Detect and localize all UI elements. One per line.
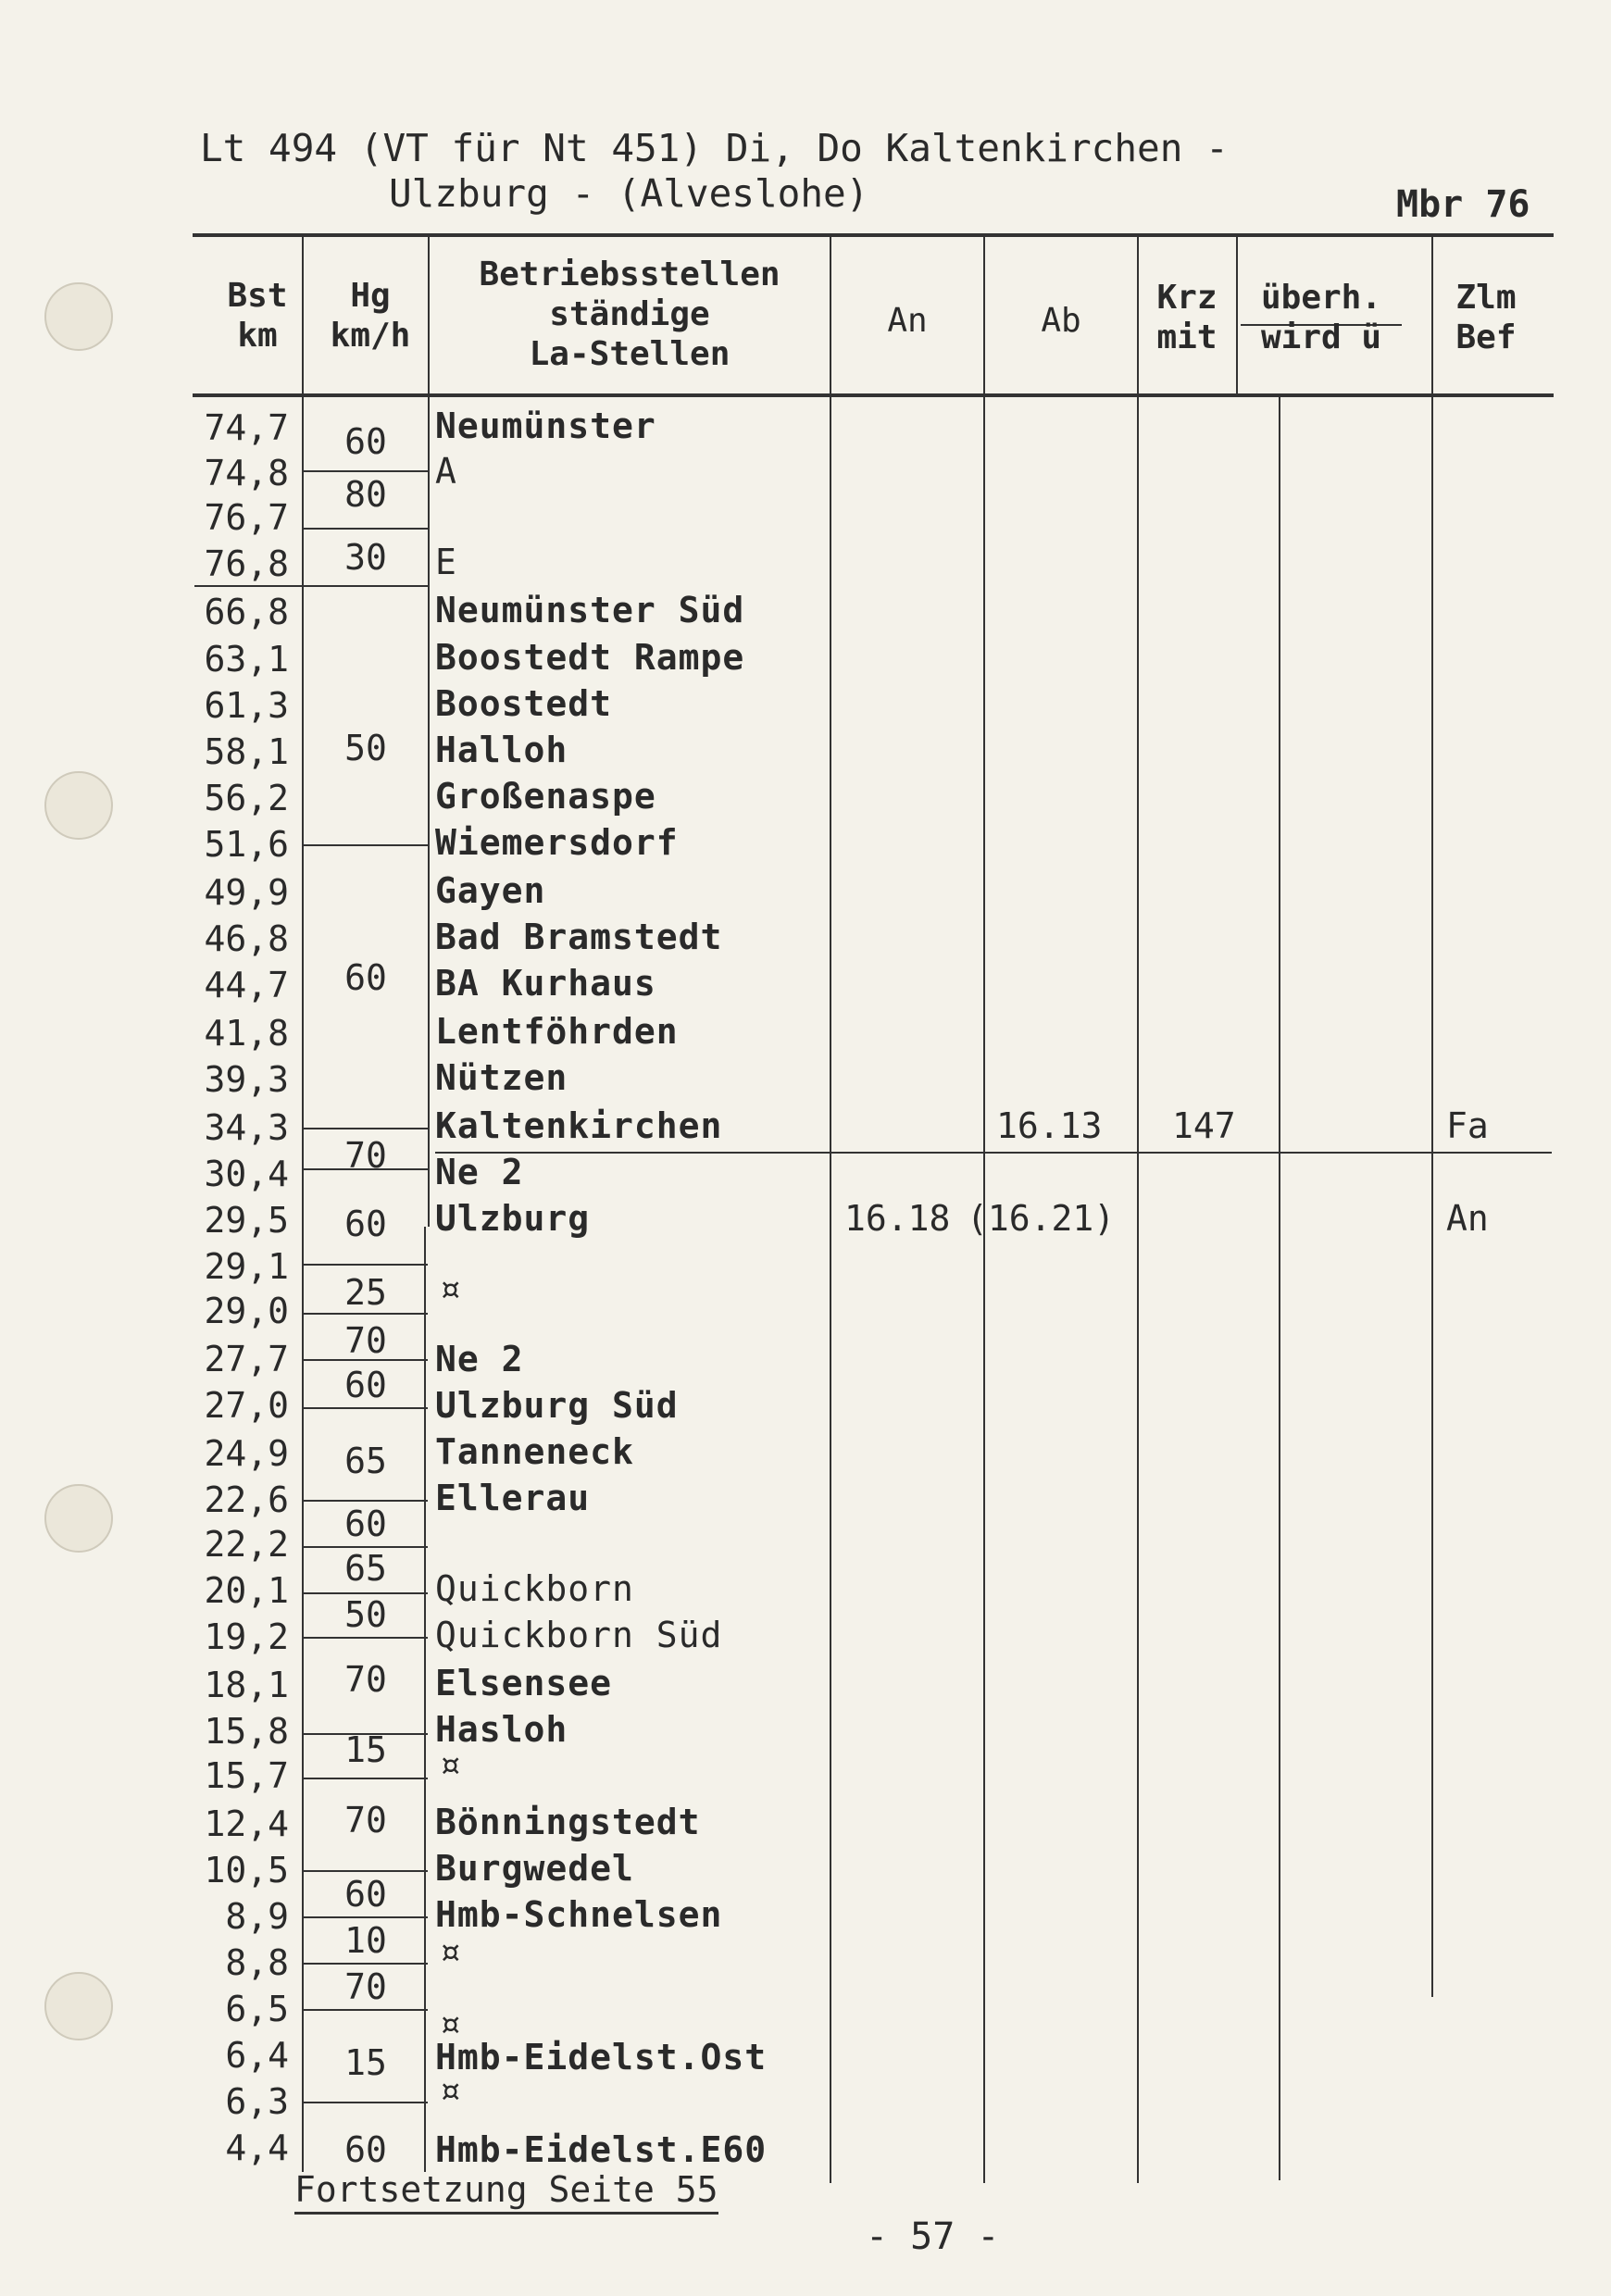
km-value: 58,1	[204, 731, 289, 772]
km-value: 6,4	[225, 2035, 289, 2076]
col-divider-hg	[428, 234, 430, 1227]
station-name: Neumünster	[435, 406, 656, 446]
station-name: Kaltenkirchen	[435, 1105, 723, 1146]
header-kmh: km/h	[330, 317, 411, 355]
station-name: Großenaspe	[435, 776, 656, 817]
signal-symbol-icon: ¤	[439, 2070, 462, 2113]
header-wird-ue: wird ü	[1260, 318, 1382, 356]
km-value: 49,9	[204, 872, 289, 913]
station-name: Halloh	[435, 730, 568, 770]
timetable-title: Lt 494 (VT für Nt 451) Di, Do Kaltenkirchen -	[200, 126, 1229, 170]
station-name: Hasloh	[435, 1709, 568, 1750]
station-name: Lentföhrden	[435, 1011, 679, 1052]
speed-value: 70	[344, 1659, 387, 1700]
km-value: 18,1	[204, 1665, 289, 1705]
km-value: 19,2	[204, 1616, 289, 1657]
header-betriebsstellen: Betriebsstellen	[479, 256, 781, 293]
header-mit: mit	[1156, 318, 1218, 356]
table-header-rule	[193, 393, 1554, 397]
header-zlm: Zlm	[1455, 279, 1517, 317]
speed-value: 60	[344, 1204, 387, 1244]
station-name: Hmb-Schnelsen	[435, 1894, 723, 1935]
speed-value: 70	[344, 1135, 387, 1176]
header-hg: Hg	[350, 277, 391, 315]
km-value: 44,7	[204, 965, 289, 1005]
punch-hole	[44, 1484, 113, 1553]
col-divider-bst	[302, 234, 304, 2172]
km-value: 74,7	[204, 407, 289, 448]
header-km: km	[237, 317, 278, 355]
station-name: E	[435, 542, 457, 582]
speed-value: 60	[344, 1504, 387, 1544]
kaltenkirchen-rule	[435, 1152, 1552, 1154]
speed-boundary	[302, 1916, 428, 1918]
column-header-krz	[1141, 278, 1233, 357]
km-value: 61,3	[204, 685, 289, 726]
speed-boundary	[302, 1870, 428, 1872]
speed-value: 60	[344, 1874, 387, 1915]
header-bst: Bst	[227, 277, 288, 315]
km-value: 30,4	[204, 1154, 289, 1194]
speed-boundary	[302, 1313, 428, 1315]
speed-value: 50	[344, 1594, 387, 1635]
speed-value: 10	[344, 1920, 387, 1961]
km-value: 20,1	[204, 1570, 289, 1611]
station-name: Ulzburg	[435, 1198, 591, 1239]
continuation-note: Fortsetzung Seite 55	[294, 2169, 718, 2215]
station-name: Wiemersdorf	[435, 822, 679, 863]
speed-boundary	[302, 1963, 428, 1965]
signal-symbol-icon: ¤	[439, 2003, 462, 2046]
km-value: 63,1	[204, 639, 289, 680]
km-value: 39,3	[204, 1059, 289, 1100]
station-name: Gayen	[435, 870, 546, 911]
station-name: Boostedt	[435, 683, 613, 724]
km-value: 12,4	[204, 1803, 289, 1844]
station-name: A	[435, 451, 457, 492]
km-value: 34,3	[204, 1107, 289, 1148]
signal-symbol-icon: ¤	[439, 1268, 462, 1311]
speed-boundary	[302, 844, 428, 846]
station-name: Ellerau	[435, 1478, 591, 1518]
col-divider-uberh-top	[1431, 234, 1433, 1997]
speed-value: 15	[344, 1729, 387, 1770]
speed-value: 15	[344, 2042, 387, 2083]
km-value: 51,6	[204, 824, 289, 865]
kaltenkirchen-zlm: Fa	[1446, 1105, 1489, 1146]
column-header-bst	[211, 276, 304, 356]
signal-symbol-icon: ¤	[439, 1744, 462, 1787]
km-value: 29,1	[204, 1246, 289, 1287]
station-name: Quickborn Süd	[435, 1615, 723, 1655]
col-divider-krz	[1236, 234, 1238, 393]
ulzburg-departure-time: (16.21)	[967, 1198, 1116, 1239]
punch-hole	[44, 771, 113, 840]
kaltenkirchen-krz: 147	[1172, 1105, 1236, 1146]
speed-value: 60	[344, 2129, 387, 2170]
col-divider-betrieb	[830, 234, 831, 2183]
km-value: 6,5	[225, 1989, 289, 2029]
punch-hole	[44, 282, 113, 351]
speed-value: 70	[344, 1966, 387, 2007]
station-name: Bad Bramstedt	[435, 917, 723, 957]
speed-value: 65	[344, 1441, 387, 1481]
speed-boundary	[302, 1778, 428, 1779]
speed-value: 60	[344, 421, 387, 462]
punch-hole	[44, 1972, 113, 2040]
speed-boundary	[302, 2102, 428, 2103]
header-bef: Bef	[1455, 318, 1517, 356]
km-value: 76,8	[204, 543, 289, 584]
station-name: Boostedt Rampe	[435, 637, 745, 678]
header-ueberh: überh.	[1260, 279, 1382, 317]
header-krz: Krz	[1156, 279, 1218, 317]
column-header-ueberh	[1239, 278, 1404, 357]
km-value: 4,4	[225, 2128, 289, 2168]
km-value: 10,5	[204, 1850, 289, 1890]
km-value: 29,5	[204, 1200, 289, 1241]
ulzburg-arrival-time: 16.18	[844, 1198, 951, 1239]
km-value: 15,8	[204, 1711, 289, 1752]
km-value: 24,9	[204, 1433, 289, 1474]
station-name: Hmb-Eidelst.Ost	[435, 2037, 768, 2078]
speed-value: 60	[344, 1365, 387, 1405]
col-divider-uberh	[1279, 393, 1280, 2180]
km-value: 76,7	[204, 497, 289, 538]
speed-value: 80	[344, 474, 387, 515]
km-value: 46,8	[204, 918, 289, 959]
mbr-label: Mbr 76	[1396, 183, 1530, 226]
speed-value: 60	[344, 957, 387, 998]
ulzburg-zlm: An	[1446, 1198, 1489, 1239]
page-number: - 57 -	[866, 2215, 1000, 2258]
speed-boundary	[302, 470, 428, 472]
column-header-an: An	[887, 302, 928, 340]
station-name: Nützen	[435, 1057, 568, 1098]
station-name: Hmb-Eidelst.E60	[435, 2129, 768, 2170]
station-name: Ne 2	[435, 1152, 524, 1192]
km-value: 74,8	[204, 453, 289, 493]
km-value: 27,7	[204, 1339, 289, 1379]
station-name: Ulzburg Süd	[435, 1385, 679, 1426]
km-value: 41,8	[204, 1013, 289, 1054]
speed-value: 70	[344, 1800, 387, 1841]
km-value: 15,7	[204, 1755, 289, 1796]
speed-value: 50	[344, 728, 387, 768]
station-name: Ne 2	[435, 1339, 524, 1379]
speed-value: 30	[344, 537, 387, 578]
column-header-hg	[315, 276, 426, 356]
column-header-betriebsstellen	[435, 255, 824, 374]
header-staendige: ständige	[549, 295, 710, 333]
station-name: Neumünster Süd	[435, 590, 745, 630]
station-name: Bönningstedt	[435, 1802, 701, 1842]
km-value: 29,0	[204, 1291, 289, 1331]
speed-boundary	[194, 585, 428, 587]
km-value: 8,8	[225, 1942, 289, 1983]
km-value: 66,8	[204, 592, 289, 632]
speed-boundary	[302, 1128, 428, 1129]
speed-boundary	[302, 528, 428, 530]
speed-value: 25	[344, 1272, 387, 1313]
km-value: 56,2	[204, 778, 289, 818]
speed-boundary	[302, 1264, 428, 1266]
speed-value: 70	[344, 1320, 387, 1361]
station-name: BA Kurhaus	[435, 963, 656, 1004]
col-divider-ab	[1137, 234, 1139, 2183]
signal-symbol-icon: ¤	[439, 1931, 462, 1974]
table-top-rule	[193, 233, 1554, 237]
station-name: Burgwedel	[435, 1848, 634, 1889]
station-name: Tanneneck	[435, 1431, 634, 1472]
speed-boundary	[302, 1500, 428, 1502]
speed-boundary	[302, 1637, 428, 1639]
speed-boundary	[302, 1407, 428, 1409]
station-name: Elsensee	[435, 1663, 613, 1703]
station-name: Quickborn	[435, 1568, 634, 1609]
km-value: 22,2	[204, 1524, 289, 1565]
column-header-ab: Ab	[1041, 302, 1081, 340]
kaltenkirchen-departure-time: 16.13	[996, 1105, 1103, 1146]
km-value: 6,3	[225, 2081, 289, 2122]
km-value: 22,6	[204, 1479, 289, 1520]
km-value: 27,0	[204, 1385, 289, 1426]
column-header-zlm	[1435, 278, 1537, 357]
timetable-route: Ulzburg - (Alveslohe)	[389, 171, 869, 216]
header-la-stellen: La-Stellen	[529, 335, 731, 373]
speed-value: 65	[344, 1548, 387, 1589]
km-value: 8,9	[225, 1896, 289, 1937]
speed-boundary	[302, 2009, 428, 2011]
